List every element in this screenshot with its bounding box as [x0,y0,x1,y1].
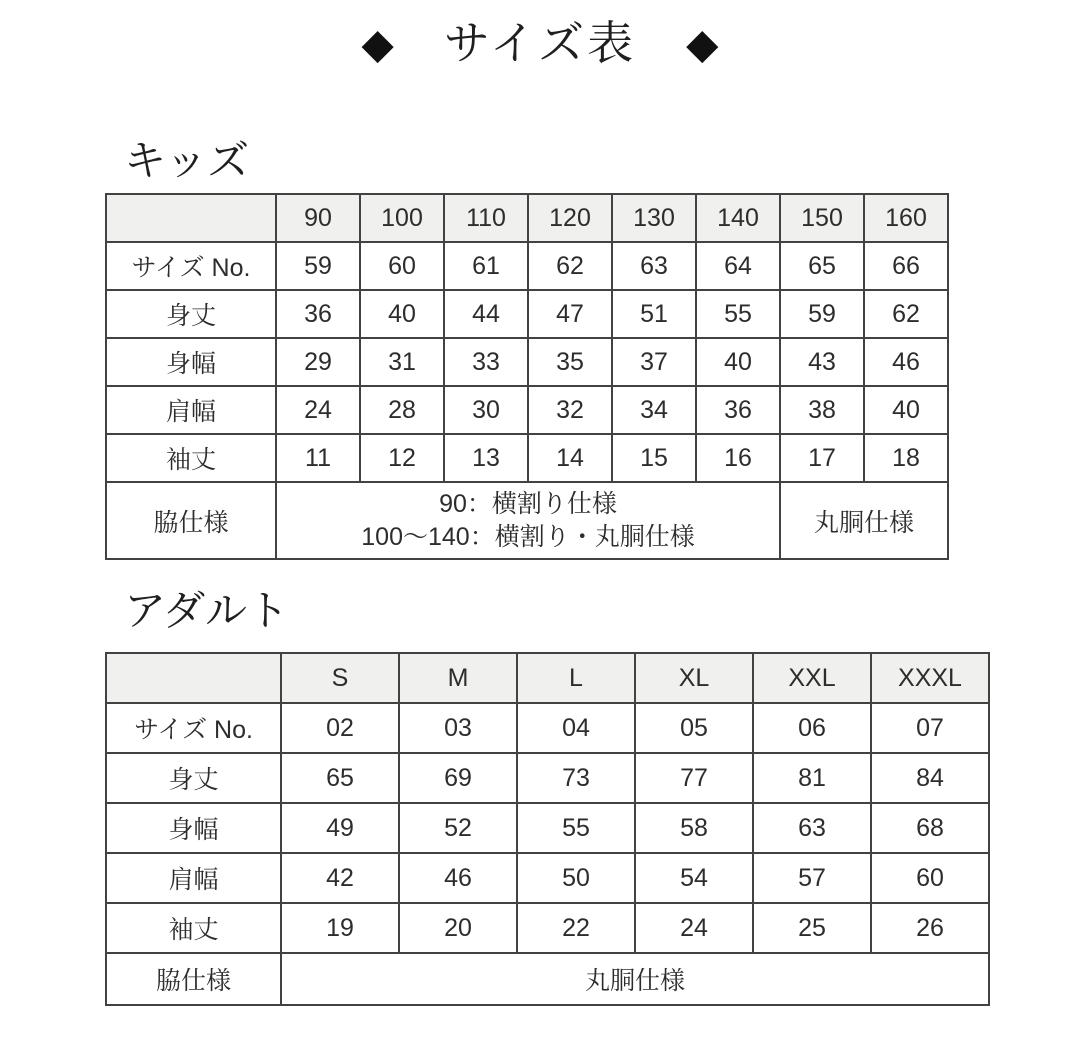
table-cell: 73 [517,753,635,803]
table-cell: 22 [517,903,635,953]
table-cell: 40 [360,290,444,338]
table-cell: 65 [780,242,864,290]
table-cell: 04 [517,703,635,753]
table-row [106,703,989,753]
kids-col-header: 130 [612,194,696,242]
table-cell: 58 [635,803,753,853]
table-cell: 28 [360,386,444,434]
table-cell: 33 [444,338,528,386]
table-cell: 68 [871,803,989,853]
row-label: 肩幅 [106,386,276,434]
kids-spec-left-cell [276,482,780,559]
kids-spec-left-text [277,488,779,554]
adult-col-header: XXL [753,653,871,703]
table-cell: 50 [517,853,635,903]
table-cell: 07 [871,703,989,753]
adult-col-header: XL [635,653,753,703]
table-row [106,242,948,290]
table-cell: 51 [612,290,696,338]
kids-col-header: 110 [444,194,528,242]
kids-spec-line-1: 90：横割り仕様 [439,489,617,518]
table-cell: 19 [281,903,399,953]
kids-col-header: 90 [276,194,360,242]
table-row [106,803,989,853]
table-cell: 59 [276,242,360,290]
table-cell: 44 [444,290,528,338]
kids-col-header: 100 [360,194,444,242]
row-label: サイズ No. [106,242,276,290]
table-cell: 18 [864,434,948,482]
table-cell: 63 [753,803,871,853]
table-cell: 29 [276,338,360,386]
adult-size-table [105,652,990,1006]
adult-col-header: S [281,653,399,703]
table-cell: 84 [871,753,989,803]
kids-section-heading: キッズ [124,137,250,184]
row-label: 脇仕様 [106,953,281,1005]
table-cell: 40 [696,338,780,386]
table-row [106,290,948,338]
table-cell: 32 [528,386,612,434]
diamond-icon-left: ◆ [361,19,394,67]
table-cell: 63 [612,242,696,290]
table-cell: 37 [612,338,696,386]
adult-section-heading: アダルト [124,587,290,634]
row-label: 身幅 [106,803,281,853]
table-cell: 34 [612,386,696,434]
row-label: 身幅 [106,338,276,386]
table-cell: 55 [517,803,635,853]
table-cell: 06 [753,703,871,753]
table-row [106,434,948,482]
row-label: 脇仕様 [106,482,276,559]
table-cell: 40 [864,386,948,434]
table-cell: 36 [276,290,360,338]
table-cell: 14 [528,434,612,482]
table-row [106,903,989,953]
adult-col-header: XXXL [871,653,989,703]
table-cell: 05 [635,703,753,753]
table-cell: 69 [399,753,517,803]
table-cell: 43 [780,338,864,386]
adult-spec-cell: 丸胴仕様 [281,953,989,1005]
table-row [106,386,948,434]
table-cell: 55 [696,290,780,338]
table-cell: 17 [780,434,864,482]
table-cell: 59 [780,290,864,338]
row-label: 袖丈 [106,903,281,953]
adult-col-header: L [517,653,635,703]
table-cell: 13 [444,434,528,482]
row-label: 袖丈 [106,434,276,482]
adult-header-blank-cell [106,653,281,703]
table-cell: 38 [780,386,864,434]
table-cell: 66 [864,242,948,290]
table-cell: 47 [528,290,612,338]
adult-col-header: M [399,653,517,703]
table-cell: 16 [696,434,780,482]
table-cell: 31 [360,338,444,386]
row-label: 身丈 [106,290,276,338]
kids-size-table [105,193,949,560]
diamond-icon-right: ◆ [686,19,719,67]
table-cell: 81 [753,753,871,803]
table-cell: 77 [635,753,753,803]
table-cell: 03 [399,703,517,753]
table-cell: 02 [281,703,399,753]
kids-col-header: 150 [780,194,864,242]
page-title-text: サイズ表 [443,17,637,69]
kids-spec-line-2: 100〜140：横割り・丸胴仕様 [361,522,695,551]
table-cell: 30 [444,386,528,434]
table-cell: 36 [696,386,780,434]
table-cell: 35 [528,338,612,386]
table-cell: 49 [281,803,399,853]
table-cell: 54 [635,853,753,903]
table-cell: 62 [528,242,612,290]
row-label: サイズ No. [106,703,281,753]
row-label: 身丈 [106,753,281,803]
table-cell: 65 [281,753,399,803]
table-cell: 60 [360,242,444,290]
table-cell: 60 [871,853,989,903]
table-cell: 46 [864,338,948,386]
kids-col-header: 160 [864,194,948,242]
page-title [0,14,1080,74]
kids-spec-right-cell: 丸胴仕様 [780,482,948,559]
table-cell: 12 [360,434,444,482]
table-cell: 25 [753,903,871,953]
table-row [106,338,948,386]
table-cell: 52 [399,803,517,853]
table-cell: 42 [281,853,399,903]
row-label: 肩幅 [106,853,281,903]
kids-spec-row [106,482,948,559]
table-cell: 15 [612,434,696,482]
table-cell: 20 [399,903,517,953]
table-cell: 11 [276,434,360,482]
kids-header-row [106,194,948,242]
table-cell: 61 [444,242,528,290]
table-cell: 26 [871,903,989,953]
kids-col-header: 140 [696,194,780,242]
table-cell: 24 [276,386,360,434]
kids-col-header: 120 [528,194,612,242]
table-cell: 64 [696,242,780,290]
table-cell: 24 [635,903,753,953]
adult-spec-row [106,953,989,1005]
table-cell: 57 [753,853,871,903]
table-row [106,753,989,803]
table-cell: 62 [864,290,948,338]
table-cell: 46 [399,853,517,903]
adult-header-row [106,653,989,703]
kids-header-blank-cell [106,194,276,242]
table-row [106,853,989,903]
